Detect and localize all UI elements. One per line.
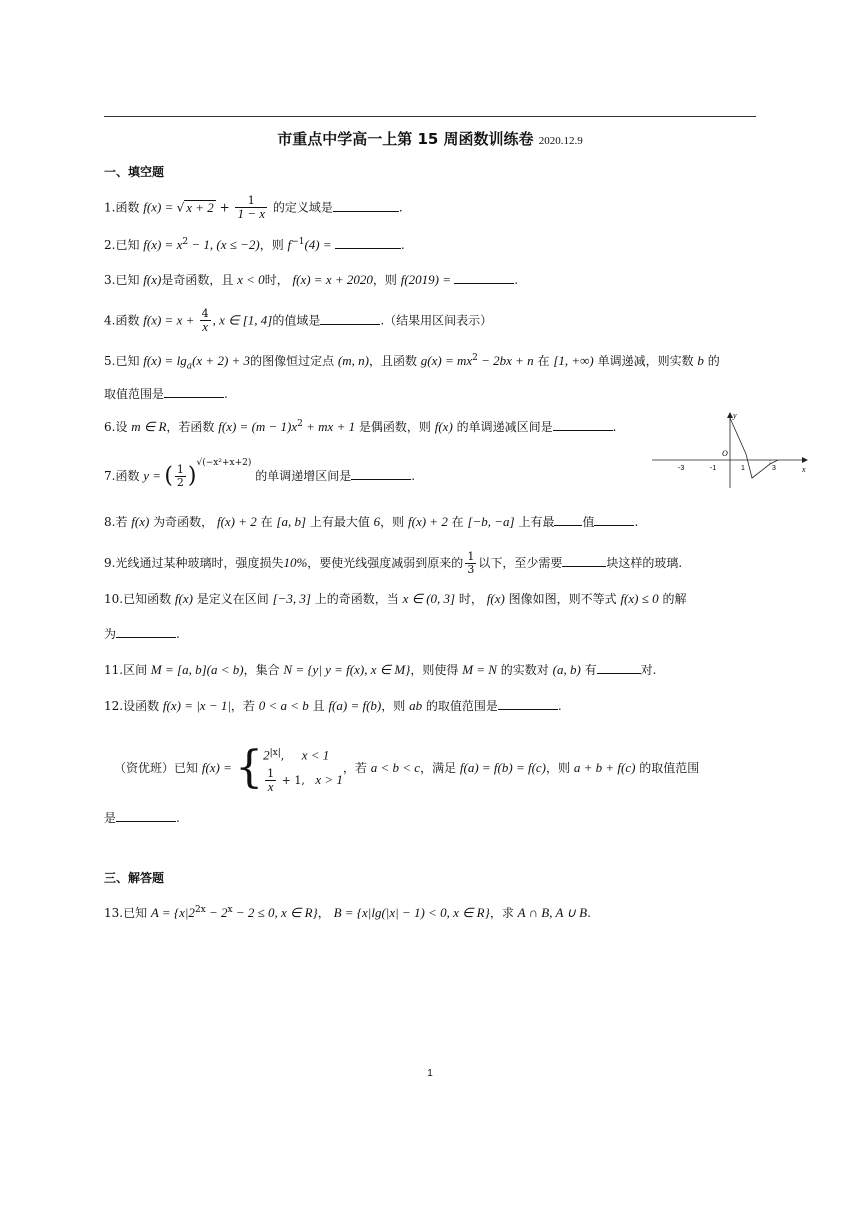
blank — [554, 515, 582, 526]
question-11: 11.区间 M = [a, b](a < b)，集合 N = {y| y = f(x), x ∈ M}，则使得 M = N 的实数对 (a, b) 有 对. — [104, 662, 657, 677]
question-10-line-2: 为 . — [104, 627, 180, 641]
header-rule — [104, 116, 756, 117]
blank — [351, 469, 411, 480]
page-number: 1 — [427, 1068, 433, 1079]
question-13: 13.已知 $A = \{x|2^{2x} - 2^x - 2 \le 0$, x ∈ R}， B = {x|lg(|x| − 1) < 0, x ∈ R}，求 A ∩ B, A ∪ B. — [104, 905, 591, 920]
x-axis-label: x — [802, 465, 806, 474]
tick-label-3: 3 — [772, 465, 776, 472]
question-advanced-line-2: 是 . — [104, 811, 180, 825]
question-advanced: （资优班）已知 f(x) = { $2^{|x|}$, x < 1 $\frac{1}{x}$ + 1, x > 1 ，若 a < b < c，满足 f(a) = f(b) = f(c)，则 a + b + f(c) 的取值范围 — [114, 741, 700, 794]
section-fill-heading: 一、填空题 — [104, 165, 165, 179]
section-solve-heading: 三、解答题 — [104, 871, 165, 885]
question-5-line-2: 取值范围是 . — [104, 387, 228, 401]
x-axis-arrow — [802, 457, 808, 463]
blank — [454, 273, 514, 284]
question-3: 3.已知 f(x)是奇函数，且 x < 0时， f(x) = x + 2020，则 f(2019) = . — [104, 272, 519, 287]
function-curve — [730, 418, 778, 478]
question-6: 6.设 m ∈ R，若函数 $f(x) = (m - 1)x^2$ + mx + 1 是偶函数，则 f(x) 的单调递减区间是 . — [104, 419, 617, 434]
blank — [597, 663, 641, 674]
question-2: 2.已知 $f(x) = x^2 - 1$, (x ≤ −2)，则 $f^{-1}(4)$ = . — [104, 237, 405, 252]
question-7: 7.函数 y = ( $\frac{1}{2}$ )$^{√(-x^2+x+2)}$ 的单调递增区间是 . — [104, 458, 416, 489]
tick-label-neg1: -1 — [710, 465, 717, 472]
blank — [553, 420, 613, 431]
blank — [333, 201, 399, 212]
origin-label: O — [722, 449, 728, 458]
blank — [116, 627, 176, 638]
blank — [594, 515, 634, 526]
question-8: 8.若 f(x) 为奇函数， f(x) + 2 在 [a, b] 上有最大值 6，则 f(x) + 2 在 [−b, −a] 上有最 值 . — [104, 514, 639, 529]
function-graph — [652, 408, 810, 488]
tick-label-neg3: -3 — [678, 465, 685, 472]
blank — [335, 238, 401, 249]
question-1: 1.函数 f(x) = √ x + 2 + $\frac{1}{1 - x}$ 的定义域是 . — [104, 194, 403, 221]
blank — [498, 699, 558, 710]
question-10: 10.已知函数 f(x) 是定义在区间 [−3, 3] 上的奇函数，当 x ∈ (0, 3] 时， f(x) 图像如图，则不等式 f(x) ≤ 0 的解 — [104, 591, 687, 606]
page-title — [0, 128, 860, 149]
y-axis-label: y — [733, 411, 737, 420]
blank — [320, 314, 380, 325]
tick-label-1: 1 — [741, 465, 745, 472]
blank — [164, 387, 224, 398]
blank — [116, 811, 176, 822]
title-date: 2020.12.9 — [538, 135, 583, 147]
title-text: 市重点中学高一上第 15 周函数训练卷 — [277, 130, 534, 148]
question-5: 5.已知 $f(x) = \lg_a(x + 2) + 3$的图像恒过定点 (m, n)，且函数 $g(x) = mx^2 - 2bx + n$ 在 [1, +∞) 单调递减，则实数 b 的 — [104, 353, 720, 372]
blank — [562, 556, 606, 567]
question-9: 9.光线通过某种玻璃时，强度损失10%，要使光线强度减弱到原来的 $\frac{1}{3}$ 以下，至少需要 块这样的玻璃. — [104, 550, 683, 576]
question-4: 4.函数 f(x) = x + $\frac{4}{x}$ , x ∈ [1, 4]的值域是 .（结果用区间表示） — [104, 307, 493, 334]
question-12: 12.设函数 f(x) = |x − 1|，若 0 < a < b 且 f(a) = f(b)，则 ab 的取值范围是 . — [104, 698, 562, 713]
